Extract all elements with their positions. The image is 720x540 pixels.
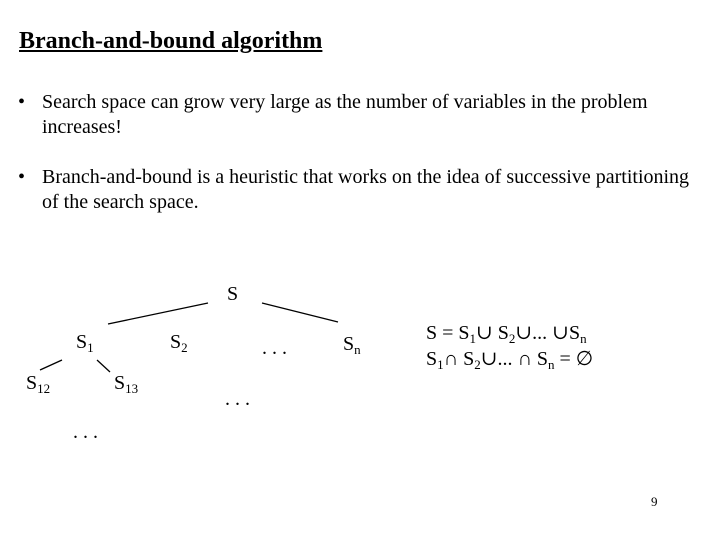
intersection-equation: $S_1\cap$ $S_2\cup$... ∩ $S_n$ = ∅: [426, 348, 594, 372]
tree-node-root: S: [227, 283, 239, 305]
tree-ellipsis: . . .: [73, 421, 98, 443]
edge-root-s1: [108, 303, 208, 324]
bullet-text: Branch-and-bound is a heuristic that works on the idea of successive partitioning of the search space.: [42, 166, 690, 213]
tree-ellipsis: . . .: [262, 337, 287, 359]
tree-ellipsis: . . .: [225, 388, 250, 410]
edge-s1-s12: [40, 360, 62, 370]
bullet-dot: •: [18, 91, 26, 113]
tree-node-s2: $S_2$: [170, 331, 188, 355]
edge-s1-s13: [97, 360, 110, 372]
union-equation: $S = S_1\cup$ $S_2\cup$... $\cup S_n$: [426, 322, 587, 346]
slide-title: Branch-and-bound algorithm: [19, 28, 323, 54]
tree-node-sn: $S_n$: [343, 333, 361, 357]
tree-node-s1: $S_1$: [76, 331, 94, 355]
bullet-dot: •: [18, 166, 26, 188]
tree-node-s12: $S_{12}$: [26, 372, 51, 396]
page-number: 9: [651, 494, 658, 509]
tree-node-s13: $S_{13}$: [114, 372, 139, 396]
bullet-text: Search space can grow very large as the number of variables in the problem increases!: [42, 91, 648, 138]
edge-root-sn: [262, 303, 338, 322]
